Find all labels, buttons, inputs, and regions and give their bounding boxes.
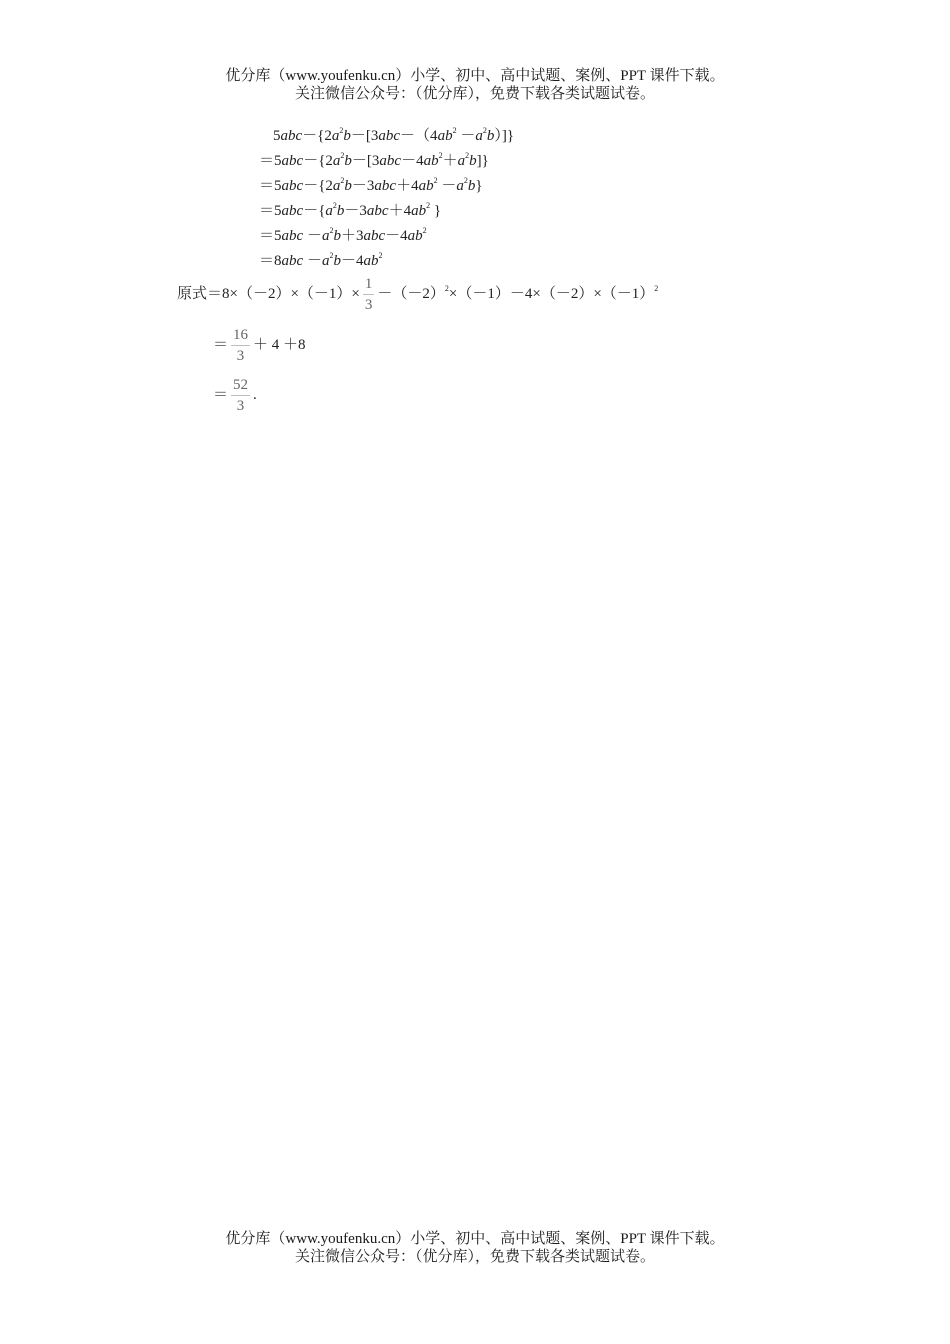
exponent: 2 <box>654 283 659 293</box>
calc-line-1-mid: －（－2） <box>377 285 445 302</box>
calc-line-3 <box>213 375 257 416</box>
exponent: 2 <box>444 283 449 293</box>
fraction-numerator: 1 <box>364 276 373 292</box>
fraction-denominator: 3 <box>236 348 245 364</box>
fraction-denominator: 3 <box>364 297 373 313</box>
fraction-one-third <box>363 274 375 315</box>
fraction-fifty-two-thirds <box>231 375 250 416</box>
step-1: $5abc-\{2a^2b-[3abc-(4ab^2 -a^2b)]\}$ <box>273 126 515 144</box>
page-footer <box>0 1230 950 1266</box>
fraction-sixteen-thirds <box>231 325 250 366</box>
calc-line-1-prefix: 原式＝8×（－2）×（－1）× <box>177 285 360 302</box>
fraction-denominator: 3 <box>236 398 245 414</box>
footer-line-1: 优分库（www.youfenku.cn）小学、初中、高中试题、案例、PPT 课件下载。 <box>225 1231 725 1247</box>
calc-line-1-rest: ×（－1）－4×（－2）×（－1） <box>448 285 655 302</box>
header-line-1: 优分库（www.youfenku.cn）小学、初中、高中试题、案例、PPT 课件下载。 <box>225 68 725 84</box>
step-5: $=5abc -a^2b+3abc-4ab^2$ <box>259 226 427 244</box>
fraction-numerator: 16 <box>233 327 249 343</box>
calc-line-2 <box>213 325 306 366</box>
calc-line-3-rest: . <box>253 386 257 403</box>
calc-line-3-prefix: ＝ <box>213 386 229 403</box>
footer-line-2: 关注微信公众号：（优分库），免费下载各类试题试卷。 <box>294 1249 655 1265</box>
calc-line-2-prefix: ＝ <box>213 336 229 353</box>
step-4: $=5abc-\{a^2b-3abc+4ab^2$ } <box>259 201 442 219</box>
header-line-2: 关注微信公众号：（优分库），免费下载各类试题试卷。 <box>294 86 655 102</box>
fraction-numerator: 52 <box>233 377 249 393</box>
page-header <box>0 67 950 103</box>
calc-line-2-rest: ＋ 4 ＋8 <box>253 336 306 353</box>
step-3: $=5abc-\{2a^2b-3abc+4ab^2 -a^2b\}$ <box>259 176 483 194</box>
step-6: $=8abc -a^2b-4ab^2$ <box>259 251 383 269</box>
calc-line-1 <box>177 274 658 315</box>
step-2: $=5abc-\{2a^2b-[3abc-4ab^2+a^2b]\}$ <box>259 151 489 169</box>
